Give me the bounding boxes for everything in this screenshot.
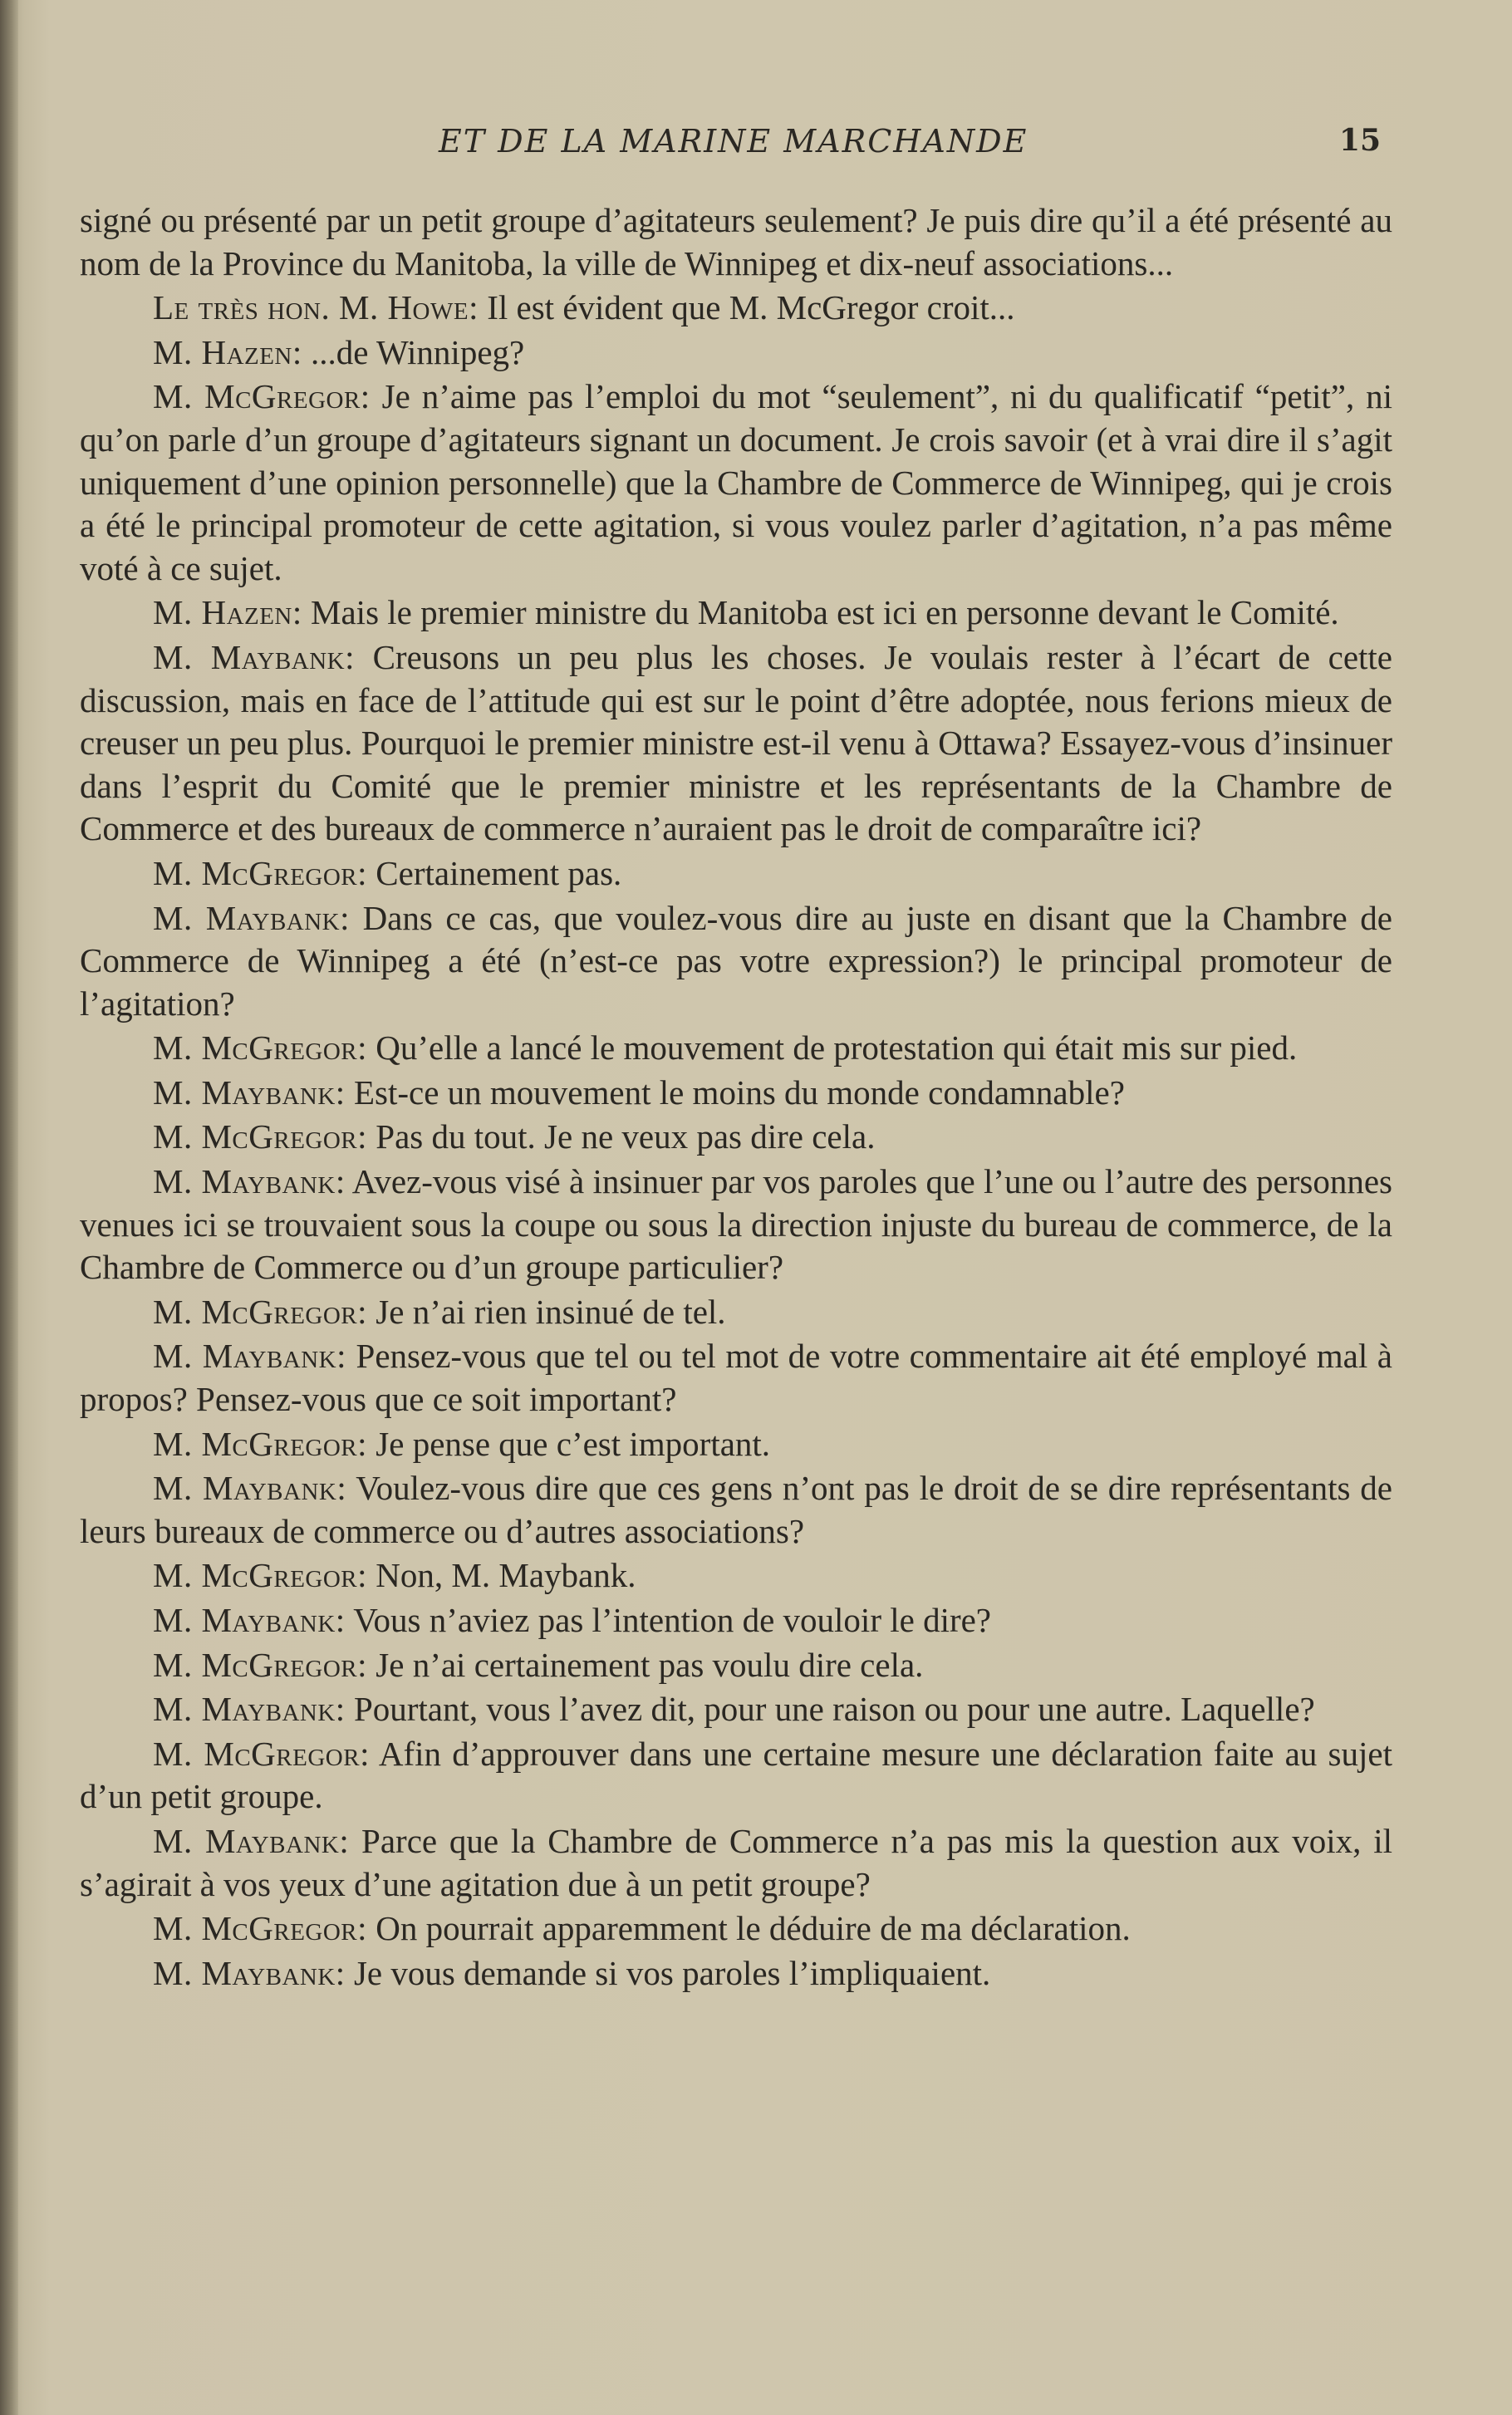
paragraph [80,1291,1392,1334]
speaker-name: M. McGregor: [153,1734,370,1773]
paragraph-text: Mais le premier ministre du Manitoba est ici en personne devant le Comité. [311,593,1339,632]
transcript-body [80,199,1392,1996]
book-spine-shadow [0,0,18,2415]
paragraph [80,1733,1392,1819]
paragraph-text: Est-ce un mouvement le moins du monde condamnable? [353,1073,1125,1112]
paragraph [80,376,1392,590]
paragraph-text: Je n’ai certainement pas voulu dire cela. [376,1645,924,1684]
speaker-name: M. Maybank: [153,1162,346,1201]
paragraph-text: Qu’elle a lancé le mouvement de protestation qui était mis sur pied. [376,1028,1298,1068]
paragraph [80,852,1392,896]
paragraph-text: Non, M. Maybank. [376,1556,636,1595]
speaker-name: M. McGregor: [153,1424,368,1463]
speaker-name: M. Maybank: [153,1073,346,1112]
paragraph-text: Voulez-vous dire que ces gens n’ont pas le droit de se dire représentants de leurs bureaux de commerce ou d’autres associations? [80,1469,1393,1550]
speaker-name: M. Hazen: [153,593,302,632]
speaker-name: M. McGregor: [153,1117,368,1156]
paragraph [80,897,1392,1026]
paragraph [80,331,1392,375]
speaker-name: M. Maybank: [153,1601,346,1639]
speaker-name: M. McGregor: [153,1909,368,1948]
paragraph [80,287,1392,330]
paragraph-text: Je n’ai rien insinué de tel. [376,1292,726,1331]
speaker-name: M. McGregor: [153,1292,368,1331]
speaker-name: M. Maybank: [153,637,355,676]
speaker-name: M. Maybank: [153,1690,346,1729]
speaker-name: M. McGregor: [153,1556,368,1595]
paragraph [80,636,1392,851]
paragraph [80,199,1392,285]
paragraph [80,1467,1392,1553]
paragraph-text: Afin d’approuver dans une certaine mesure une déclaration faite au sujet d’un petit groupe. [80,1734,1392,1816]
speaker-name: M. McGregor: [153,1645,368,1684]
speaker-name: M. Maybank: [153,1821,350,1860]
paragraph-text: Pourtant, vous l’avez dit, pour une raison ou pour une autre. Laquelle? [353,1690,1315,1729]
paragraph-text: Creusons un peu plus les choses. Je voulais rester à l’écart de cette discussion, mais en face de l’attitude qui est sur le point d’être adoptée, nous ferions mieux de creuser un peu plus. Pourquoi le premier ministre est-il venu à Ottawa? Essayez-vous d’insinuer dans l’esprit du Comité que le premier ministre et les représentants de la Chambre de Commerce et des bureaux de commerce n’auraient pas le droit de comparaître ici? [80,637,1392,848]
paragraph [80,1161,1392,1289]
paragraph [80,1072,1392,1115]
paragraph-text: Je pense que c’est important. [376,1424,771,1463]
paragraph [80,1423,1392,1466]
paragraph-text: Pensez-vous que tel ou tel mot de votre commentaire ait été employé mal à propos? Pensez-vous que ce soit important? [80,1337,1393,1419]
paragraph-text: Parce que la Chambre de Commerce n’a pas mis la question aux voix, il s’agirait à vos yeux d’une agitation due à un petit groupe? [80,1821,1392,1903]
speaker-name: M. Maybank: [153,898,351,937]
paragraph [80,1688,1392,1731]
paragraph-text: Certainement pas. [376,853,622,892]
paragraph-text: On pourrait apparemment le déduire de ma déclaration. [376,1909,1131,1948]
paragraph-text: ...de Winnipeg? [311,332,525,371]
paragraph [80,1907,1392,1951]
paragraph-text: Je vous demande si vos paroles l’impliquaient. [353,1953,991,1992]
paragraph-text: Avez-vous visé à insinuer par vos paroles que l’une ou l’autre des personnes venues ici se trouvaient sous la coupe ou sous la direction injuste du bureau de commerce, de la Chambre de Commerce ou d’un groupe particulier? [80,1162,1392,1287]
speaker-name: M. McGregor: [153,1028,368,1068]
paragraph-text: signé ou présenté par un petit groupe d’agitateurs seulement? Je puis dire qu’il a été présenté au nom de la Province du Manitoba, la ville de Winnipeg et dix-neuf associations... [80,201,1392,282]
page-number: 15 [1339,123,1382,158]
speaker-name: M. Hazen: [153,332,302,371]
paragraph-text: Il est évident que M. McGregor croit... [487,288,1015,327]
speaker-name: M. Maybank: [153,1953,346,1992]
paragraph [80,591,1392,635]
paragraph [80,1335,1392,1421]
paragraph [80,1644,1392,1687]
paragraph-text: Vous n’aviez pas l’intention de vouloir le dire? [353,1601,992,1639]
speaker-name: M. Maybank: [153,1337,346,1376]
running-title: ET DE LA MARINE MARCHANDE [439,123,1028,160]
speaker-name: M. Maybank: [153,1469,347,1508]
paragraph [80,1554,1392,1598]
paragraph-text: Pas du tout. Je ne veux pas dire cela. [376,1117,876,1156]
paragraph [80,1599,1392,1642]
speaker-name: Le très hon. M. Howe: [153,288,479,327]
paragraph [80,1027,1392,1070]
paragraph-text: Dans ce cas, que voulez-vous dire au juste en disant que la Chambre de Commerce de Winnipeg a été (n’est-ce pas votre expression?) le principal promoteur de l’agitation? [80,898,1392,1023]
paragraph [80,1116,1392,1159]
running-head [0,123,1512,173]
speaker-name: M. McGregor: [153,853,368,892]
paragraph-text: Je n’aime pas l’emploi du mot “seulement”, ni du qualificatif “petit”, ni qu’on parle d’un groupe d’agitateurs signant un document. Je crois savoir (et à vrai dire il s’agit uniquement d’une opinion personnelle) que la Chambre de Commerce de Winnipeg, qui je crois a été le principal promoteur de cette agitation, si vous voulez parler d’agitation, n’a pas même voté à ce sujet. [80,377,1393,587]
speaker-name: M. McGregor: [153,377,371,416]
paragraph [80,1820,1392,1906]
paragraph [80,1952,1392,1995]
